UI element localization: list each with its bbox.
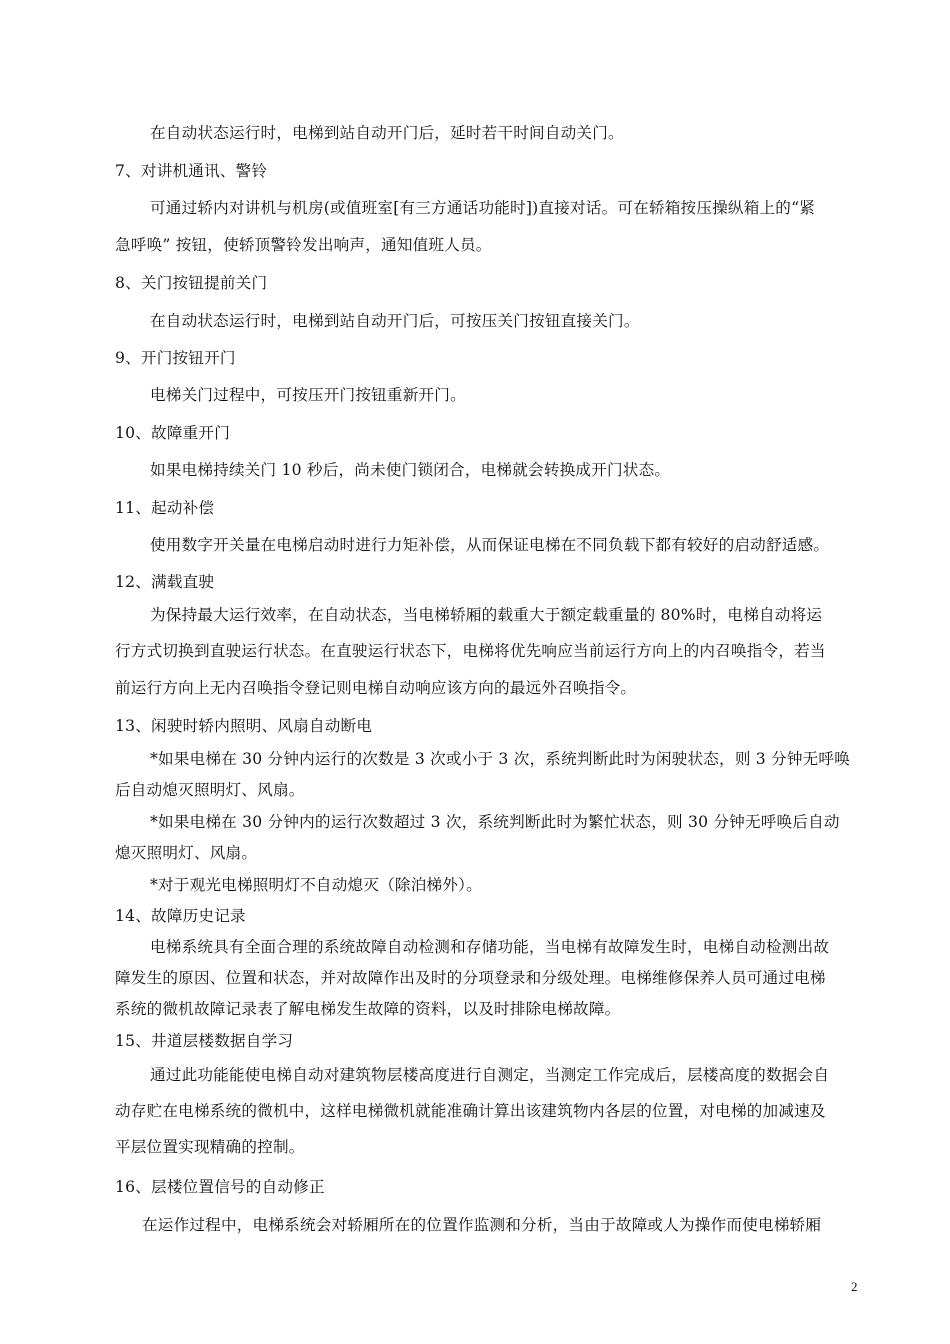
paragraph-fault-history-line-3: 系统的微机故障记录表了解电梯发生故障的资料，以及时排除电梯故障。 [115,1000,621,1018]
paragraph-close-button: 在自动状态运行时，电梯到站自动开门后，可按压关门按钮直接关门。 [150,312,640,330]
heading-idle-power-off: 13、闲驶时轿内照明、风扇自动断电 [115,717,373,735]
heading-close-button: 8、关门按钮提前关门 [115,274,268,292]
paragraph-full-load-line-1: 为保持最大运行效率，在自动状态，当电梯轿厢的载重大于额定载重量的 80%时，电梯自动将运 [150,606,823,624]
paragraph-fault-history-line-2: 障发生的原因、位置和状态，并对故障作出及时的分项登录和分级处理。电梯维修保养人员可通过电梯 [115,969,826,987]
heading-open-button: 9、开门按钮开门 [115,349,236,367]
paragraph-self-learning-line-1: 通过此功能能使电梯自动对建筑物层楼高度进行自测定，当测定工作完成后，层楼高度的数据会自 [150,1066,830,1084]
paragraph-full-load-line-2: 行方式切换到直驶运行状态。在直驶运行状态下，电梯将优先响应当前运行方向上的内召唤指令，若当 [115,642,826,660]
heading-intercom-alarm: 7、对讲机通讯、警铃 [115,162,268,180]
paragraph-idle-line-2: 后自动熄灭照明灯、风扇。 [115,781,305,799]
paragraph-start-compensation: 使用数字开关量在电梯启动时进行力矩补偿，从而保证电梯在不同负载下都有较好的启动舒适感。 [150,536,830,554]
paragraph-intercom-line-2: 急呼唤” 按钮，使轿顶警铃发出响声，通知值班人员。 [115,236,492,254]
heading-full-load-bypass: 12、满载直驶 [115,573,215,591]
paragraph-position-correction-line-1: 在运作过程中，电梯系统会对轿厢所在的位置作监测和分析，当由于故障或人为操作而使电梯轿厢 [142,1216,822,1234]
heading-start-compensation: 11、起动补偿 [115,499,215,517]
paragraph-auto-close-door: 在自动状态运行时，电梯到站自动开门后，延时若干时间自动关门。 [150,124,624,142]
paragraph-self-learning-line-2: 动存贮在电梯系统的微机中，这样电梯微机就能准确计算出该建筑物内各层的位置，对电梯的加减速及 [115,1102,826,1120]
page-number: 2 [851,1279,858,1294]
heading-shaft-self-learning: 15、井道层楼数据自学习 [115,1032,294,1050]
paragraph-fault-history-line-1: 电梯系统具有全面合理的系统故障自动检测和存储功能，当电梯有故障发生时，电梯自动检测出故 [150,938,830,956]
paragraph-busy-line-2: 熄灭照明灯、风扇。 [115,844,258,862]
paragraph-full-load-line-3: 前运行方向上无内召唤指令登记则电梯自动响应该方向的最远外召唤指令。 [115,679,637,697]
paragraph-fault-reopen: 如果电梯持续关门 10 秒后，尚未使门锁闭合，电梯就会转换成开门状态。 [150,461,671,479]
heading-fault-history: 14、故障历史记录 [115,907,246,925]
paragraph-sightseeing-note: *对于观光电梯照明灯不自动熄灭（除泊梯外）。 [150,876,482,894]
paragraph-busy-line-1: *如果电梯在 30 分钟内的运行次数超过 3 次，系统判断此时为繁忙状态，则 30 分钟无呼唤后自动 [150,813,840,831]
heading-position-correction: 16、层楼位置信号的自动修正 [115,1178,325,1196]
paragraph-idle-line-1: *如果电梯在 30 分钟内运行的次数是 3 次或小于 3 次，系统判断此时为闲驶状态，则 3 分钟无呼唤 [150,750,851,768]
paragraph-self-learning-line-3: 平层位置实现精确的控制。 [115,1138,305,1156]
heading-fault-reopen: 10、故障重开门 [115,424,231,442]
paragraph-open-button: 电梯关门过程中，可按压开门按钮重新开门。 [150,386,466,404]
paragraph-intercom-line-1: 可通过轿内对讲机与机房(或值班室[有三方通话功能时])直接对话。可在轿箱按压操纵箱上的“紧 [150,199,816,217]
